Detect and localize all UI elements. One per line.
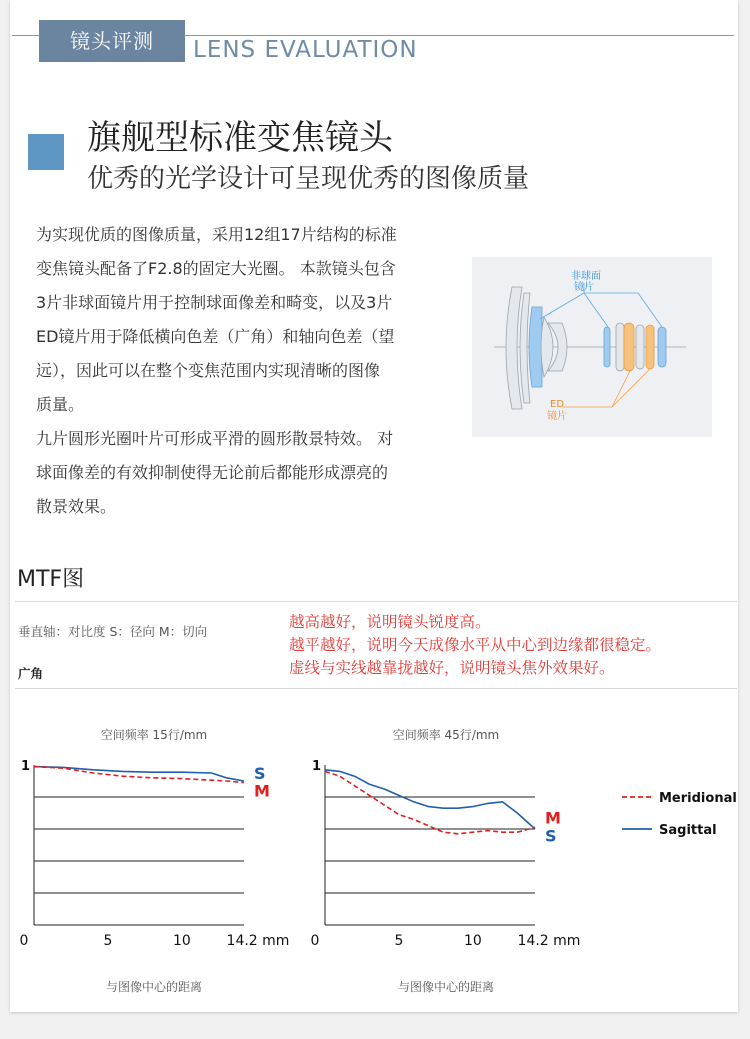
- aspherical-label-line2: 镜片: [574, 282, 594, 293]
- aspherical-label-line1: 非球面: [571, 271, 601, 282]
- mtf-note: 越平越好，说明今天成像水平从中心到边缘都很稳定。: [289, 636, 662, 654]
- mtf-axis-note: 垂直轴：对比度 S：径向 M：切向: [18, 624, 208, 639]
- description-line: 质量。: [36, 395, 85, 414]
- series-end-label: M: [254, 781, 270, 801]
- description-line: 九片圆形光圈叶片可形成平滑的圆形散景特效。 对: [36, 429, 394, 448]
- legend-label: Meridional: [659, 791, 737, 806]
- x-tick-label: 14.2 mm: [226, 933, 290, 949]
- description-line: 散景效果。: [36, 497, 117, 516]
- mtf-chart-45: [311, 759, 581, 949]
- page-subtitle: 优秀的光学设计可呈现优秀的图像质量: [87, 164, 530, 194]
- x-tick-label: 14.2 mm: [517, 933, 581, 949]
- series-line-sagittal: [34, 767, 244, 781]
- x-tick-label: 5: [103, 933, 113, 949]
- y-tick-label: 1: [312, 759, 322, 774]
- mtf-chart-15: [20, 759, 290, 949]
- mtf-section-title: MTF图: [17, 567, 85, 592]
- x-tick-label: 0: [310, 933, 320, 949]
- series-end-label: S: [254, 764, 266, 783]
- mtf-note: 越高越好，说明镜头锐度高。: [289, 613, 491, 631]
- ed-label-line2: 镜片: [547, 411, 567, 422]
- chart-title: 空间频率 15行/mm: [100, 728, 208, 742]
- x-tick-label: 5: [394, 933, 404, 949]
- x-tick-label: 0: [19, 933, 29, 949]
- description-line: 变焦镜头配备了F2.8的固定大光圈。 本款镜头包含: [36, 259, 396, 278]
- section-english-title: LENS EVALUATION: [193, 37, 418, 63]
- x-tick-label: 10: [172, 933, 191, 949]
- chart-x-axis-label: 与图像中心的距离: [397, 980, 495, 994]
- description-line: 3片非球面镜片用于控制球面像差和畸变，以及3片: [36, 293, 393, 312]
- mtf-focal-label: 广角: [18, 666, 44, 681]
- x-tick-label: 10: [463, 933, 482, 949]
- series-line-meridional: [34, 767, 244, 783]
- series-line-sagittal: [325, 770, 535, 829]
- description-line: 球面像差的有效抑制使得无论前后都能形成漂亮的: [36, 463, 389, 482]
- section-badge: 镜头评测: [39, 20, 185, 62]
- mtf-note: 虚线与实线越靠拢越好，说明镜头焦外效果好。: [289, 659, 615, 677]
- description-line: ED镜片用于降低横向色差（广角）和轴向色差（望: [36, 327, 395, 346]
- mtf-legend: [622, 791, 737, 838]
- page-title: 旗舰型标准变焦镜头: [87, 118, 393, 158]
- y-tick-label: 1: [21, 759, 31, 774]
- description-line: 为实现优质的图像质量，采用12组17片结构的标准: [36, 225, 397, 244]
- chart-x-axis-label: 与图像中心的距离: [105, 980, 203, 994]
- ed-label-line1: ED: [550, 399, 565, 410]
- series-end-label: M: [545, 808, 561, 828]
- description-line: 远），因此可以在整个变焦范围内实现清晰的图像: [36, 361, 381, 380]
- series-end-label: S: [545, 826, 557, 846]
- legend-label: Sagittal: [659, 823, 717, 838]
- chart-title: 空间频率 45行/mm: [392, 728, 500, 742]
